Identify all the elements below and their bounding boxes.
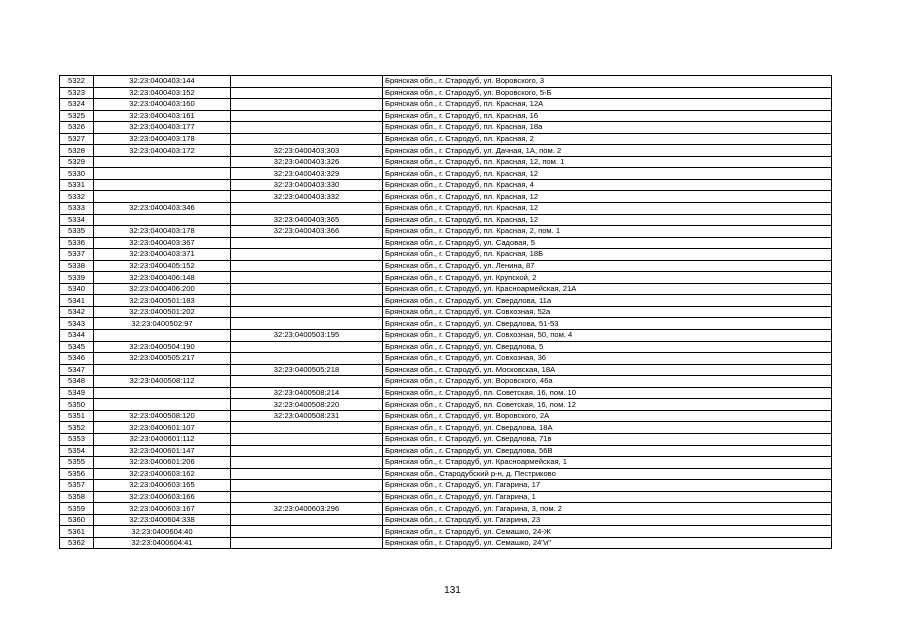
row-number: 5327 (60, 133, 94, 145)
related-cadastral-number-cell (231, 353, 383, 365)
cadastral-number-cell: 32:23:0400406:148 (94, 272, 231, 284)
row-number: 5347 (60, 364, 94, 376)
row-number: 5338 (60, 260, 94, 272)
row-number: 5324 (60, 99, 94, 111)
address-cell: Брянская обл., г. Стародуб, ул. Воровского, 2А (383, 410, 832, 422)
cadastral-number-cell: 32:23:0400603:166 (94, 491, 231, 503)
address-cell: Брянская обл., г. Стародуб, ул. Совхозная, 52а (383, 306, 832, 318)
address-cell: Брянская обл., г. Стародуб, пл. Красная, 16 (383, 110, 832, 122)
row-number: 5352 (60, 422, 94, 434)
row-number: 5328 (60, 145, 94, 157)
address-cell: Брянская обл., г. Стародуб, ул. Семашко, 24"и" (383, 537, 832, 549)
cadastral-number-cell (94, 156, 231, 168)
table-row (60, 87, 832, 99)
address-cell: Брянская обл., г. Стародуб, пл. Красная, 12, пом. 1 (383, 156, 832, 168)
row-number: 5329 (60, 156, 94, 168)
row-number: 5349 (60, 387, 94, 399)
related-cadastral-number-cell (231, 87, 383, 99)
related-cadastral-number-cell (231, 433, 383, 445)
address-cell: Брянская обл., Стародубский р-н, д. Пестриково (383, 468, 832, 480)
cadastral-number-cell: 32:23:0400604:40 (94, 526, 231, 538)
row-number: 5339 (60, 272, 94, 284)
address-cell: Брянская обл., г. Стародуб, пл. Красная, 12А (383, 99, 832, 111)
row-number: 5357 (60, 480, 94, 492)
related-cadastral-number-cell (231, 203, 383, 215)
address-cell: Брянская обл., г. Стародуб, ул. Ленина, 87 (383, 260, 832, 272)
address-cell: Брянская обл., г. Стародуб, ул. Гагарина, 17 (383, 480, 832, 492)
related-cadastral-number-cell (231, 376, 383, 388)
table-row (60, 260, 832, 272)
related-cadastral-number-cell: 32:23:0400508:220 (231, 399, 383, 411)
row-number: 5348 (60, 376, 94, 388)
related-cadastral-number-cell (231, 526, 383, 538)
cadastral-number-cell: 32:23:0400604:41 (94, 537, 231, 549)
address-cell: Брянская обл., г. Стародуб, пл. Советская, 16, пом. 12 (383, 399, 832, 411)
table-row (60, 480, 832, 492)
row-number: 5345 (60, 341, 94, 353)
table-row (60, 353, 832, 365)
table-row (60, 214, 832, 226)
registry-table (59, 75, 832, 549)
table-row (60, 457, 832, 469)
row-number: 5358 (60, 491, 94, 503)
related-cadastral-number-cell (231, 237, 383, 249)
related-cadastral-number-cell: 32:23:0400403:329 (231, 168, 383, 180)
related-cadastral-number-cell (231, 76, 383, 88)
address-cell: Брянская обл., г. Стародуб, ул. Гагарина, 23 (383, 514, 832, 526)
cadastral-number-cell (94, 364, 231, 376)
cadastral-number-cell: 32:23:0400601:107 (94, 422, 231, 434)
row-number: 5344 (60, 330, 94, 342)
table-row (60, 122, 832, 134)
address-cell: Брянская обл., г. Стародуб, ул. Садовая, 5 (383, 237, 832, 249)
cadastral-number-cell: 32:23:0400403:172 (94, 145, 231, 157)
table-row (60, 503, 832, 515)
address-cell: Брянская обл., г. Стародуб, пл. Красная, 12 (383, 214, 832, 226)
row-number: 5362 (60, 537, 94, 549)
related-cadastral-number-cell: 32:23:0400508:231 (231, 410, 383, 422)
cadastral-number-cell: 32:23:0400502:97 (94, 318, 231, 330)
table-row (60, 283, 832, 295)
cadastral-number-cell: 32:23:0400604:338 (94, 514, 231, 526)
address-cell: Брянская обл., г. Стародуб, пл. Красная, 12 (383, 203, 832, 215)
table-row (60, 537, 832, 549)
address-cell: Брянская обл., г. Стародуб, ул. Дачная, 1А, пом. 2 (383, 145, 832, 157)
address-cell: Брянская обл., г. Стародуб, ул. Совхозная, 50, пом. 4 (383, 330, 832, 342)
row-number: 5360 (60, 514, 94, 526)
table-row (60, 341, 832, 353)
related-cadastral-number-cell: 32:23:0400403:332 (231, 191, 383, 203)
table-row (60, 306, 832, 318)
row-number: 5331 (60, 179, 94, 191)
related-cadastral-number-cell (231, 422, 383, 434)
related-cadastral-number-cell (231, 133, 383, 145)
related-cadastral-number-cell (231, 514, 383, 526)
page-number: 131 (444, 585, 461, 596)
table-row (60, 422, 832, 434)
related-cadastral-number-cell (231, 445, 383, 457)
related-cadastral-number-cell (231, 491, 383, 503)
table-row (60, 295, 832, 307)
row-number: 5346 (60, 353, 94, 365)
address-cell: Брянская обл., г. Стародуб, ул. Свердлова, 11а (383, 295, 832, 307)
table-row (60, 399, 832, 411)
cadastral-number-cell (94, 214, 231, 226)
row-number: 5359 (60, 503, 94, 515)
related-cadastral-number-cell (231, 341, 383, 353)
cadastral-number-cell (94, 330, 231, 342)
cadastral-number-cell: 32:23:0400603:162 (94, 468, 231, 480)
related-cadastral-number-cell (231, 122, 383, 134)
cadastral-number-cell: 32:23:0400603:165 (94, 480, 231, 492)
row-number: 5336 (60, 237, 94, 249)
cadastral-number-cell: 32:23:0400403:178 (94, 133, 231, 145)
table-row (60, 179, 832, 191)
table-row (60, 410, 832, 422)
cadastral-number-cell: 32:23:0400403:177 (94, 122, 231, 134)
table-row (60, 110, 832, 122)
cadastral-number-cell: 32:23:0400501:183 (94, 295, 231, 307)
address-cell: Брянская обл., г. Стародуб, пл. Красная, 2, пом. 1 (383, 226, 832, 238)
related-cadastral-number-cell: 32:23:0400505:218 (231, 364, 383, 376)
table-row (60, 76, 832, 88)
address-cell: Брянская обл., г. Стародуб, пл. Красная, 18а (383, 122, 832, 134)
table-row (60, 249, 832, 261)
table-row (60, 433, 832, 445)
table-row (60, 468, 832, 480)
related-cadastral-number-cell (231, 537, 383, 549)
related-cadastral-number-cell: 32:23:0400403:330 (231, 179, 383, 191)
row-number: 5353 (60, 433, 94, 445)
cadastral-number-cell (94, 387, 231, 399)
address-cell: Брянская обл., г. Стародуб, пл. Красная, 12 (383, 191, 832, 203)
address-cell: Брянская обл., г. Стародуб, ул. Гагарина, 1 (383, 491, 832, 503)
row-number: 5354 (60, 445, 94, 457)
related-cadastral-number-cell (231, 283, 383, 295)
cadastral-number-cell: 32:23:0400603:167 (94, 503, 231, 515)
address-cell: Брянская обл., г. Стародуб, пл. Красная, 4 (383, 179, 832, 191)
row-number: 5350 (60, 399, 94, 411)
table-row (60, 156, 832, 168)
address-cell: Брянская обл., г. Стародуб, ул. Свердлова, 18А (383, 422, 832, 434)
address-cell: Брянская обл., г. Стародуб, пл. Красная, 18Б (383, 249, 832, 261)
related-cadastral-number-cell (231, 99, 383, 111)
related-cadastral-number-cell (231, 457, 383, 469)
related-cadastral-number-cell (231, 260, 383, 272)
row-number: 5351 (60, 410, 94, 422)
cadastral-number-cell: 32:23:0400403:152 (94, 87, 231, 99)
row-number: 5323 (60, 87, 94, 99)
table-row (60, 526, 832, 538)
cadastral-number-cell: 32:23:0400505:217 (94, 353, 231, 365)
address-cell: Брянская обл., г. Стародуб, ул. Совхозная, 36 (383, 353, 832, 365)
cadastral-number-cell: 32:23:0400508:112 (94, 376, 231, 388)
registry-table-body (60, 76, 832, 549)
row-number: 5326 (60, 122, 94, 134)
table-row (60, 203, 832, 215)
row-number: 5335 (60, 226, 94, 238)
related-cadastral-number-cell: 32:23:0400403:326 (231, 156, 383, 168)
cadastral-number-cell (94, 168, 231, 180)
table-row (60, 99, 832, 111)
address-cell: Брянская обл., г. Стародуб, ул. Красноармейская, 1 (383, 457, 832, 469)
table-row (60, 145, 832, 157)
table-row (60, 376, 832, 388)
table-row (60, 272, 832, 284)
cadastral-number-cell: 32:23:0400403:144 (94, 76, 231, 88)
cadastral-number-cell: 32:23:0400601:112 (94, 433, 231, 445)
related-cadastral-number-cell: 32:23:0400403:366 (231, 226, 383, 238)
cadastral-number-cell: 32:23:0400403:178 (94, 226, 231, 238)
address-cell: Брянская обл., г. Стародуб, ул. Семашко, 24-Ж (383, 526, 832, 538)
related-cadastral-number-cell (231, 306, 383, 318)
cadastral-number-cell: 32:23:0400508:120 (94, 410, 231, 422)
address-cell: Брянская обл., г. Стародуб, ул. Свердлова, 5 (383, 341, 832, 353)
row-number: 5334 (60, 214, 94, 226)
row-number: 5356 (60, 468, 94, 480)
row-number: 5337 (60, 249, 94, 261)
related-cadastral-number-cell (231, 468, 383, 480)
table-row (60, 237, 832, 249)
address-cell: Брянская обл., г. Стародуб, пл. Красная, 12 (383, 168, 832, 180)
row-number: 5341 (60, 295, 94, 307)
cadastral-number-cell: 32:23:0400403:371 (94, 249, 231, 261)
cadastral-number-cell: 32:23:0400403:346 (94, 203, 231, 215)
address-cell: Брянская обл., г. Стародуб, пл. Советская, 16, пом. 10 (383, 387, 832, 399)
table-row (60, 364, 832, 376)
related-cadastral-number-cell: 32:23:0400403:303 (231, 145, 383, 157)
table-row (60, 387, 832, 399)
row-number: 5333 (60, 203, 94, 215)
row-number: 5325 (60, 110, 94, 122)
row-number: 5340 (60, 283, 94, 295)
table-row (60, 491, 832, 503)
address-cell: Брянская обл., г. Стародуб, ул. Воровского, 3 (383, 76, 832, 88)
row-number: 5343 (60, 318, 94, 330)
related-cadastral-number-cell: 32:23:0400503:195 (231, 330, 383, 342)
address-cell: Брянская обл., г. Стародуб, ул. Красноармейская, 21А (383, 283, 832, 295)
address-cell: Брянская обл., г. Стародуб, ул. Свердлова, 71в (383, 433, 832, 445)
row-number: 5330 (60, 168, 94, 180)
cadastral-number-cell: 32:23:0400403:160 (94, 99, 231, 111)
cadastral-number-cell: 32:23:0400601:147 (94, 445, 231, 457)
related-cadastral-number-cell: 32:23:0400603:296 (231, 503, 383, 515)
address-cell: Брянская обл., г. Стародуб, ул. Свердлова, 51-53 (383, 318, 832, 330)
address-cell: Брянская обл., г. Стародуб, ул. Гагарина, 3, пом. 2 (383, 503, 832, 515)
address-cell: Брянская обл., г. Стародуб, ул. Московская, 18А (383, 364, 832, 376)
table-row (60, 514, 832, 526)
related-cadastral-number-cell (231, 272, 383, 284)
related-cadastral-number-cell: 32:23:0400508:214 (231, 387, 383, 399)
table-row (60, 318, 832, 330)
table-row (60, 330, 832, 342)
related-cadastral-number-cell (231, 110, 383, 122)
row-number: 5332 (60, 191, 94, 203)
related-cadastral-number-cell (231, 480, 383, 492)
cadastral-number-cell: 32:23:0400403:367 (94, 237, 231, 249)
cadastral-number-cell: 32:23:0400405:152 (94, 260, 231, 272)
row-number: 5322 (60, 76, 94, 88)
address-cell: Брянская обл., г. Стародуб, пл. Красная, 2 (383, 133, 832, 145)
row-number: 5342 (60, 306, 94, 318)
row-number: 5361 (60, 526, 94, 538)
cadastral-number-cell: 32:23:0400501:202 (94, 306, 231, 318)
table-row (60, 226, 832, 238)
related-cadastral-number-cell (231, 318, 383, 330)
table-row (60, 133, 832, 145)
address-cell: Брянская обл., г. Стародуб, ул. Свердлова, 56В (383, 445, 832, 457)
cadastral-number-cell: 32:23:0400601:206 (94, 457, 231, 469)
cadastral-number-cell: 32:23:0400504:190 (94, 341, 231, 353)
row-number: 5355 (60, 457, 94, 469)
related-cadastral-number-cell (231, 295, 383, 307)
address-cell: Брянская обл., г. Стародуб, ул. Воровского, 46а (383, 376, 832, 388)
related-cadastral-number-cell: 32:23:0400403:365 (231, 214, 383, 226)
related-cadastral-number-cell (231, 249, 383, 261)
table-row (60, 191, 832, 203)
cadastral-number-cell (94, 179, 231, 191)
address-cell: Брянская обл., г. Стародуб, ул. Крупской, 2 (383, 272, 832, 284)
cadastral-number-cell (94, 399, 231, 411)
cadastral-number-cell: 32:23:0400406:200 (94, 283, 231, 295)
table-row (60, 168, 832, 180)
cadastral-number-cell: 32:23:0400403:161 (94, 110, 231, 122)
address-cell: Брянская обл., г. Стародуб, ул. Воровского, 5-Б (383, 87, 832, 99)
table-row (60, 445, 832, 457)
cadastral-number-cell (94, 191, 231, 203)
